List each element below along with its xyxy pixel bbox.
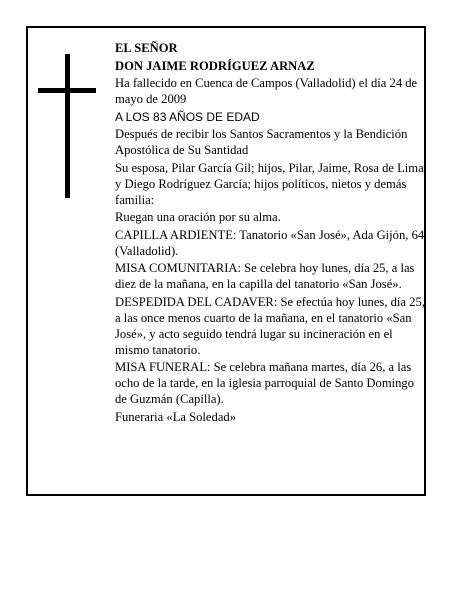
farewell-info: DESPEDIDA DEL CADAVER: Se efectúa hoy lunes, día 25, a las once menos cuarto de la mañana, en el tanatorio «San José», y acto seguido tendrá lugar su incineración en el mismo tanatorio. [115,294,425,357]
age-line: A LOS 83 AÑOS DE EDAD [115,109,260,124]
funeral-home: Funeraria «La Soledad» [115,409,236,424]
notice-text [115,40,425,426]
sacraments-line: Después de recibir los Santos Sacramentos y la Bendición Apostólica de Su Santidad [115,127,408,157]
community-mass-info: MISA COMUNITARIA: Se celebra hoy lunes, día 25, a las diez de la mañana, en la capilla del tanatorio «San José». [115,261,415,291]
funeral-mass-info: MISA FUNERAL: Se celebra mañana martes, día 26, a las ocho de la tarde, en la iglesia parroquial de Santo Domingo de Guzmán (Capilla). [115,360,415,406]
chapel-info: CAPILLA ARDIENTE: Tanatorio «San José», Ada Gijón, 64 (Valladolid). [115,227,425,258]
cross-horizontal-bar [38,88,96,93]
obituary-notice [26,26,426,496]
family-line: Su esposa, Pilar García Gil; hijos, Pilar, Jaime, Rosa de Lima y Diego Rodríguez García; hijos políticos, nietos y demás familia: [115,160,424,207]
death-info: Ha fallecido en Cuenca de Campos (Valladolid) el día 24 de mayo de 2009 [115,76,418,106]
cross-icon [38,54,96,198]
deceased-name: DON JAIME RODRÍGUEZ ARNAZ [115,58,315,73]
title-line: EL SEÑOR [115,41,178,55]
prayer-request: Ruegan una oración por su alma. [115,210,281,224]
cross-vertical-bar [65,54,70,198]
